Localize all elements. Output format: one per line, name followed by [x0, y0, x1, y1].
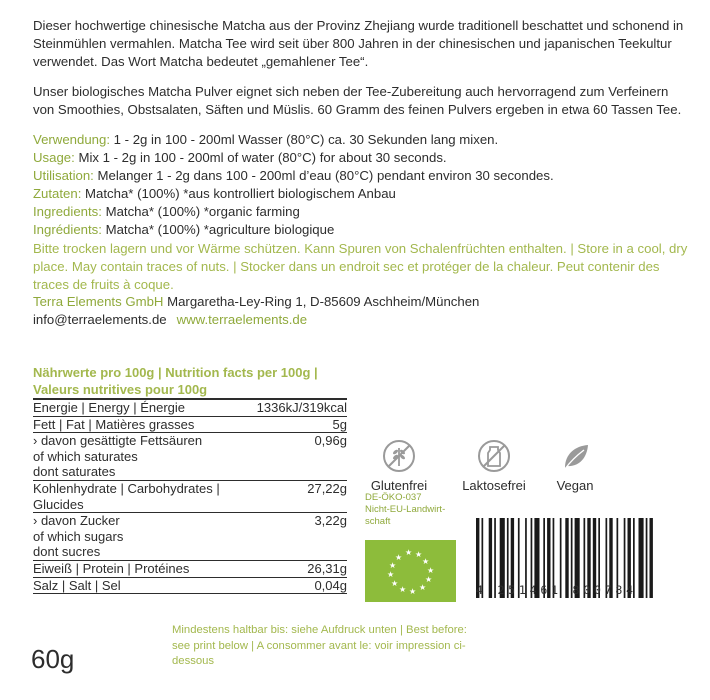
- eco-origin: Nicht-EU-Landwirt- schaft: [365, 504, 446, 527]
- company-email[interactable]: info@terraelements.de: [33, 311, 167, 327]
- eu-organic-leaf-icon: [365, 540, 456, 602]
- nutrition-label: Fett | Fat | Matières grasses: [33, 416, 245, 433]
- nutrition-label: Energie | Energy | Énergie: [33, 399, 245, 416]
- nutrition-label: › davon gesättigte Fettsäuren of which saturates dont saturates: [33, 433, 245, 481]
- svg-text:★: ★: [419, 583, 427, 592]
- nutrition-label: Salz | Salt | Sel: [33, 577, 245, 594]
- ingredients-line-fr: Ingrédients: Matcha* (100%) *agriculture biologique: [33, 221, 335, 237]
- lactose-free-label: Laktosefrei: [462, 478, 526, 493]
- usage-instructions: [33, 131, 698, 184]
- svg-text:★: ★: [391, 579, 399, 588]
- nutrition-value: 0,04g: [245, 577, 347, 594]
- nutrition-row: [33, 433, 347, 481]
- nutrition-value: 0,96g: [245, 433, 347, 481]
- nutrition-label: › davon Zucker of which sugars dont sucres: [33, 513, 245, 561]
- net-weight: 60g: [31, 644, 75, 674]
- nutrition-row: [33, 513, 347, 561]
- nutrition-value: 3,22g: [245, 513, 347, 561]
- nutrition-row: [33, 480, 347, 512]
- svg-text:★: ★: [425, 575, 433, 584]
- nutrition-value: 26,31g: [245, 560, 347, 577]
- svg-text:★: ★: [427, 566, 435, 575]
- nutrition-row: [33, 399, 347, 416]
- nutrition-row: [33, 577, 347, 594]
- usage-line-en: Usage: Mix 1 - 2g in 100 - 200ml of water (80°C) for about 30 seconds.: [33, 149, 447, 165]
- svg-text:★: ★: [405, 548, 413, 557]
- eco-certification: [365, 492, 485, 528]
- svg-text:★: ★: [399, 585, 407, 594]
- usage-line-de: Verwendung: 1 - 2g in 100 - 200ml Wasser (80°C) ca. 30 Sekunden lang mixen.: [33, 132, 499, 147]
- nutrition-row: [33, 560, 347, 577]
- company-info: [33, 293, 698, 329]
- nutrition-value: 1336kJ/319kcal: [245, 399, 347, 416]
- usage-line-fr: Utilisation: Melanger 1 - 2g dans 100 - 200ml d’eau (80°C) pendant environ 30 secondes.: [33, 167, 554, 183]
- lactose-free-badge: [452, 438, 536, 493]
- nutrition-table: [33, 398, 347, 594]
- description-paragraph-1: Dieser hochwertige chinesische Matcha aus der Provinz Zhejiang wurde traditionell beschattet und schonend in Steinmühlen vermahlen. Matcha Tee wird seit über 800 Jahren in der chinesischen und japanischen Teekultur verwendet. Das Wort Matcha bedeutet „gemahlener Tee“.: [33, 18, 684, 69]
- svg-text:★: ★: [389, 561, 397, 570]
- vegan-badge: [545, 438, 605, 493]
- best-before-note: Mindestens haltbar bis: siehe Aufdruck unten | Best before: see print below | A consommer avant le: voir impression ci-dessous: [172, 624, 467, 667]
- eco-code: DE-ÖKO-037: [365, 492, 422, 503]
- storage-note: Bitte trocken lagern und vor Wärme schützen. Kann Spuren von Schalenfrüchten enthalten. | Store in a cool, dry place. May contain traces of nuts. | Stocker dans un endroit sec et protéger de la chaleur. Peut contenir des traces de fruits à coque.: [33, 241, 688, 292]
- leaf-icon: [557, 438, 593, 474]
- description-paragraph-2: Unser biologisches Matcha Pulver eignet sich neben der Tee-Zubereitung auch hervorragend zum Verfeinern von Smoothies, Obstsalaten, Säften und Müslis. 60 Gramm des feinen Pulvers ergeben in etwa 60 Tassen Tee.: [33, 84, 682, 117]
- svg-text:★: ★: [395, 553, 403, 562]
- barcode-number: 4 251461 800784: [476, 583, 637, 597]
- nutrition-heading: Nährwerte pro 100g | Nutrition facts per 100g | Valeurs nutritives pour 100g: [33, 365, 318, 397]
- nutrition-value: 5g: [245, 416, 347, 433]
- svg-text:★: ★: [387, 570, 395, 579]
- vegan-label: Vegan: [556, 478, 594, 493]
- company-address: Margaretha-Ley-Ring 1, D-85609 Aschheim/München: [163, 294, 480, 309]
- ingredients: [33, 185, 698, 238]
- svg-text:★: ★: [415, 550, 423, 559]
- nutrition-label: Eiweiß | Protein | Protéines: [33, 560, 245, 577]
- company-website[interactable]: www.terraelements.de: [176, 311, 308, 327]
- company-name: Terra Elements GmbH: [33, 294, 164, 309]
- gluten-free-icon: [381, 438, 417, 474]
- nutrition-value: 27,22g: [245, 480, 347, 512]
- svg-text:★: ★: [422, 557, 430, 566]
- gluten-free-badge: [360, 438, 438, 493]
- gluten-free-label: Glutenfrei: [370, 478, 428, 493]
- lactose-free-icon: [476, 438, 512, 474]
- svg-text:★: ★: [409, 587, 417, 596]
- nutrition-row: [33, 416, 347, 433]
- ingredients-line-de: Zutaten: Matcha* (100%) *aus kontrolliert biologischem Anbau: [33, 186, 396, 201]
- eu-organic-logo: [365, 540, 456, 602]
- nutrition-label: Kohlenhydrate | Carbohydrates | Glucides: [33, 480, 245, 512]
- ingredients-line-en: Ingredients: Matcha* (100%) *organic farming: [33, 203, 300, 219]
